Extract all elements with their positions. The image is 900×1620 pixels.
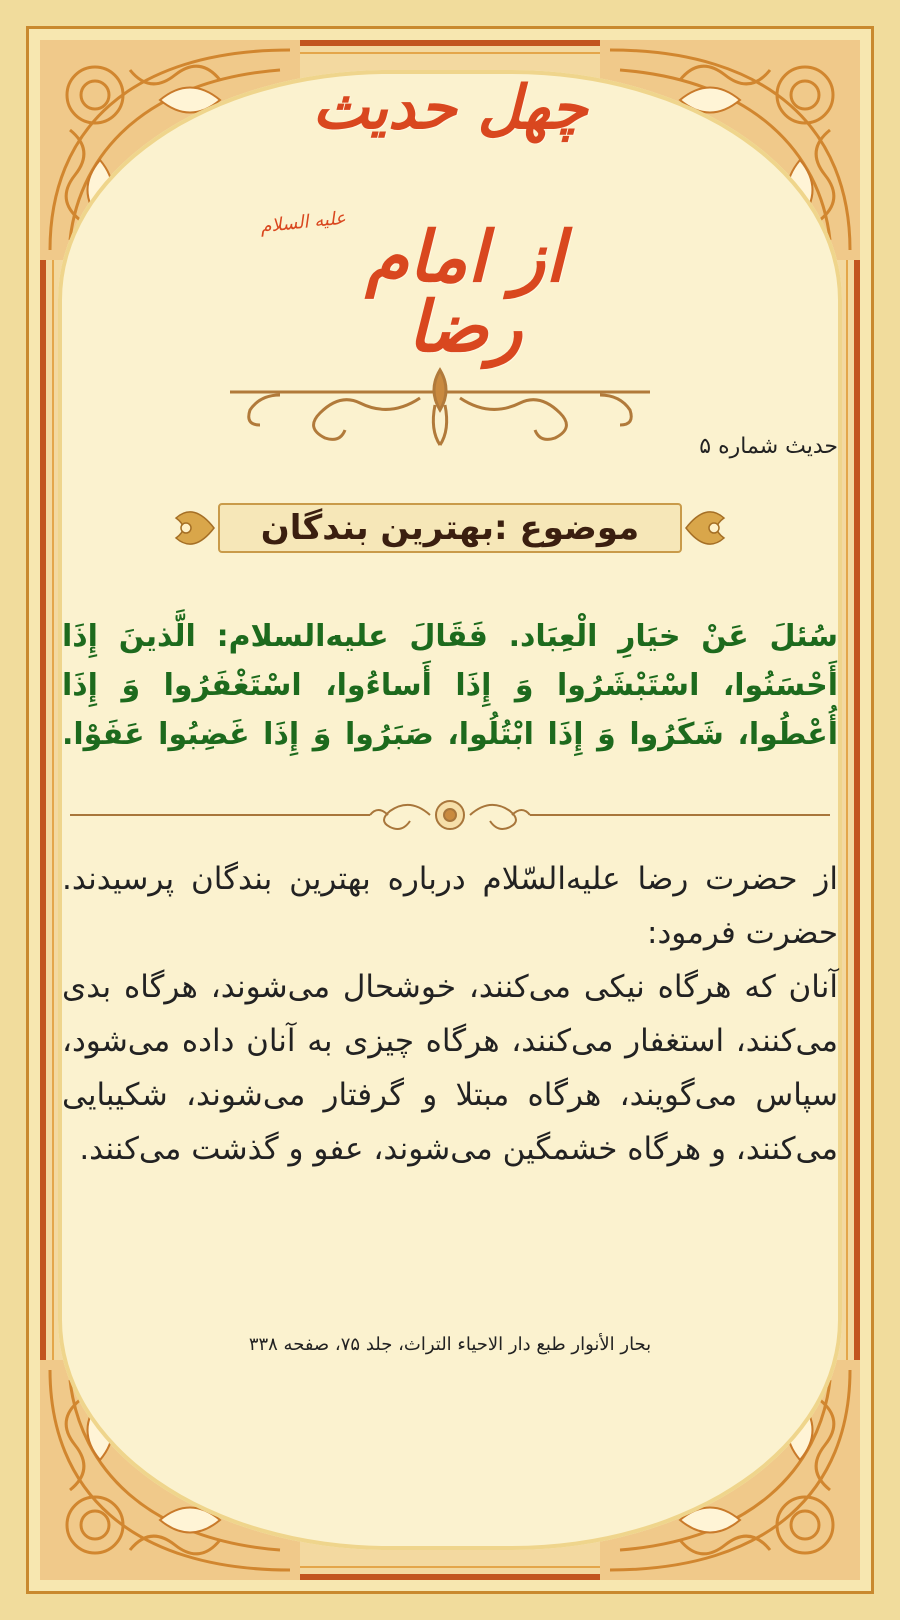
honorific: علیه السلام [259, 207, 347, 238]
title-flourish-ornament [220, 360, 660, 450]
topic-title: موضوع :بهترین بندگان [260, 508, 640, 548]
hadith-number: حدیث شماره ۵ [699, 434, 838, 459]
flower-divider-ornament [70, 795, 830, 835]
arabic-hadith-text: سُئلَ عَنْ خیَارِ الْعِبَاد. فَقَالَ علیه‌السلام: الَّذینَ إِذَا أَحْسَنُوا، اسْتَبْشَرُوا وَ إِذَا أَساءُوا، اسْتَغْفَرُوا وَ إِذَا أُعْطُوا، شَكَرُوا وَ إِذَا ابْتُلُوا، صَبَرُوا وَ إِذَا غَضِبُوا عَفَوْا. [62, 619, 838, 752]
title-line-1: چهل حدیث [312, 73, 588, 143]
topic-banner [170, 497, 730, 559]
source-reference: بحار الأنوار طبع دار الاحیاء التراث، جلد ۷۵، صفحه ۳۳۸ [248, 1334, 652, 1355]
persian-text: آنان که هرگاه نیکی می‌کنند، خوشحال می‌شوند، هرگاه بدی می‌کنند، استغفار می‌کنند، هرگاه چیزی به آنان داده می‌شود، سپاس می‌گویند، هرگاه مبتلا و گرفتار می‌شوند، شکیبایی می‌کنند، و هرگاه خشمگین می‌شوند، عفو و گذشت می‌کنند. [62, 969, 838, 1167]
persian-intro: از حضرت رضا علیه‌السّلام درباره بهترین بندگان پرسیدند. حضرت فرمود: [62, 861, 838, 951]
title-line-2: از امام رضا [365, 215, 565, 368]
persian-translation [62, 852, 838, 1176]
